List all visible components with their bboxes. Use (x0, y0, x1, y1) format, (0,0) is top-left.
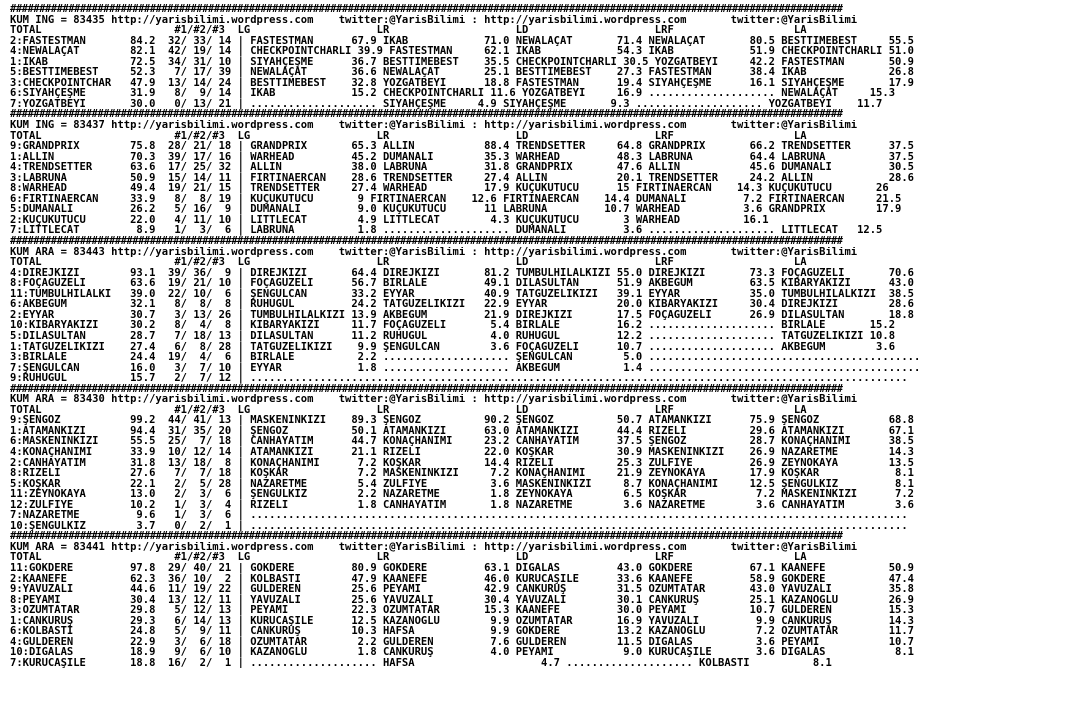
table-row: 11:TUMBULHILALKI 39.0 22/ 10/ 6 | ŞENGÜLCAN 33.2 EYYAR 40.9 TATGÜZELIKIZI 39.1 EYYAR 35.0 TUMBULHILALKIZI 38.5 (10, 288, 914, 300)
table-row: 7:KURUCAŞİLE 18.8 16/ 2/ 1 | .................... HAFSA 4.7 .................... KOLBASTI 8.1 (10, 657, 832, 669)
table-row: 1:ALLIN 70.3 39/ 17/ 16 | WARHEAD 45.2 DUMANALİ 35.3 WARHEAD 48.3 LABRUNA 64.4 LABRUNA 37.5 (10, 151, 914, 163)
column-header: TOTAL #1/#2/#3 LG LR LD LRF LA (10, 25, 807, 36)
column-header: TOTAL #1/#2/#3 LG LR LD LRF LA (10, 130, 807, 142)
race-stats-document (10, 4, 1072, 668)
table-row: 6:AKBEGÜM 32.1 8/ 8/ 8 | RUHUGÜL 24.2 TATGÜZELIKIZI 22.9 EYYAR 20.0 KIBARYAKIZI 30.4 DIREJKIZI 28.6 (10, 299, 914, 310)
separator-line: ############################################################################################################################################### (10, 236, 843, 247)
table-row: 2:KAANEFE 62.3 36/ 10/ 2 | KOLBASTI 47.9 KAANEFE 46.0 KURUCAŞİLE 33.6 KAANEFE 58.9 GÖKDERE 47.4 (10, 573, 914, 585)
table-row: 12:ZÜLFİYE 10.2 1/ 3/ 4 | RİZELİ 1.8 CANHAYATIM 1.8 NAZARETME 3.6 NAZARETME 3.6 CANHAYATIM 3.6 (10, 499, 914, 511)
table-row: 6:FIRTINAERCAN 33.9 8/ 8/ 19 | KÜÇÜKÜTÜCÜ 9 FIRTINAERCAN 12.6 FIRTINAERCAN 14.4 DUMANALİ 7.2 FIRTINAERCAN 21.5 (10, 193, 902, 205)
table-row: 2:FASTESTMAN 84.2 32/ 33/ 14 | FASTESTMAN 67.9 İKAB 71.0 NEWALAÇAT 71.4 NEWALAÇAT 80.5 BESTTIMEBEST 55.5 (10, 35, 914, 47)
table-row: 6:KOLBASTI 24.8 5/ 9/ 11 | CANKURUŞ 10.3 HAFSA 9.9 GÖKDERE 13.2 KAZANOĞLU 7.2 ÖZÜMTATAR 11.7 (10, 626, 914, 637)
table-row: 7:ŞENGÜLCAN 16.0 3/ 7/ 10 | EYYAR 1.8 .................... AKBEGÜM 1.4 ........................................... (10, 362, 921, 374)
table-row: 4:KONAÇHANIMI 33.9 10/ 12/ 14 | ATAMANKIZI 21.1 RİZELİ 22.0 KOŞKAR 30.9 MASKENINKIZI 26.9 NAZARETME 14.3 (10, 446, 914, 458)
table-row: 6:SİYAHÇEŞME 31.9 8/ 9/ 14 | İKAB 15.2 CHECKPOINTCHARLI 11.6 YOZGATBEYİ 16.9 .................... NEWALAÇAT 15.3 (10, 88, 896, 99)
column-header: TOTAL #1/#2/#3 LG LR LD LRF LA (10, 404, 807, 416)
column-header: TOTAL #1/#2/#3 LG LR LD LRF LA (10, 552, 807, 563)
separator-line: ############################################################################################################################################### (10, 109, 843, 121)
table-row: 3:CHECKPOINTCHAR 47.9 13/ 14/ 24 | BESTTIMEBEST 32.8 YOZGATBEYİ 18.8 FASTESTMAN 19.4 SİYAHÇEŞME 16.1 SİYAHÇEŞME 17.9 (10, 77, 914, 89)
table-row: 9:YAVUZALİ 44.6 11/ 19/ 22 | GÜLDEREN 25.6 PEYAMİ 42.9 CANKURUŞ 31.5 ÖZÜMTATAR 43.0 YAVUZALİ 35.8 (10, 584, 914, 595)
table-row: 10:ŞENGÜLKIZ 3.7 0/ 2/ 1 | ........................................................................................................ (10, 520, 908, 532)
table-row: 7:NAZARETME 9.6 1/ 3/ 6 | ........................................................................................................ (10, 510, 908, 521)
table-row: 2:CANHAYATIM 31.8 13/ 18/ 8 | KONAÇHANIMI 7.2 KOŞKAR 14.4 RİZELİ 25.3 ZÜLFİYE 26.9 ZEYNOKAYA 13.5 (10, 457, 914, 469)
table-row: 9:RUHUGÜL 15.7 2/ 7/ 12 | ........................................................................................................ (10, 373, 908, 384)
table-row: 1:TATGÜZELIKIZI 27.4 6/ 8/ 28 | TATGÜZELIKIZI 9.9 ŞENGÜLCAN 3.6 FOÇAGÜZELİ 10.7 .................... AKBEGÜM 3.6 (10, 341, 896, 353)
table-row: 1:CANKURUŞ 29.3 6/ 14/ 13 | KURUCAŞİLE 12.5 KAZANOĞLU 9.9 ÖZÜMTATAR 16.9 YAVUZALİ 9.9 CANKURUŞ 14.3 (10, 615, 914, 627)
table-row: 8:WARHEAD 49.4 19/ 21/ 15 | TRENDSETTER 27.4 WARHEAD 17.9 KÜÇÜKÜTÜCÜ 15 FIRTINAERCAN 14.3 KÜÇÜKÜTÜCÜ 26 (10, 183, 889, 194)
separator-line: ############################################################################################################################################### (10, 383, 843, 395)
table-row: 1:İKAB 72.5 34/ 31/ 10 | SİYAHÇEŞME 36.7 BESTTIMEBEST 35.5 CHECKPOINTCHARLI 30.5 YOZGATBEYİ 42.2 FASTESTMAN 50.9 (10, 56, 914, 68)
table-row: 5:BESTTIMEBEST 52.3 7/ 17/ 39 | NEWALAÇAT 36.6 NEWALAÇAT 25.1 BESTTIMEBEST 27.3 FASTESTMAN 38.4 İKAB 26.8 (10, 67, 914, 78)
race-header: KUM ARA = 83443 http://yarisbilimi.wordpress.com twitter:@YarisBilimi : http://yarisbilimi.wordpress.com twitter:@YarisBilimi (10, 246, 858, 258)
table-row: 4:GÜLDEREN 22.9 3/ 6/ 18 | ÖZÜMTATAR 2.2 GÜLDEREN 7.6 GÜLDEREN 11.5 DIGALAS 3.6 PEYAMİ 10.7 (10, 636, 914, 648)
table-row: 1:ATAMANKIZI 94.4 31/ 35/ 20 | ŞENGÖZ 50.1 ATAMANKIZI 63.0 ATAMANKIZI 44.4 RİZELİ 29.6 ATAMANKIZI 67.1 (10, 425, 914, 437)
table-row: 8:PEYAMİ 30.4 13/ 12/ 11 | YAVUZALİ 25.6 YAVUZALİ 30.4 YAVUZALİ 30.1 CANKURUŞ 25.1 KAZANOĞLU 26.9 (10, 594, 914, 606)
table-row: 10:KIBARYAKIZI 30.2 8/ 4/ 8 | KIBARYAKIZI 11.7 FOÇAGÜZELİ 5.4 BIRLALE 16.2 .................... BIRLALE 15.2 (10, 320, 896, 331)
separator-line: ############################################################################################################################################### (10, 531, 843, 542)
table-row: 11:ZEYNOKAYA 13.0 2/ 3/ 6 | ŞENGÜLKIZ 2.2 NAZARETME 1.8 ZEYNOKAYA 6.5 KOŞKAR 7.2 MASKENINKIZI 7.2 (10, 489, 914, 500)
table-row: 8:FOÇAGÜZELİ 63.6 19/ 21/ 10 | FOÇAGÜZELİ 56.7 BIRLALE 49.1 DILASULTAN 51.9 AKBEGÜM 63.5 KIBARYAKIZI 43.0 (10, 278, 914, 289)
table-row: 11:GÖKDERE 97.8 29/ 40/ 21 | GÖKDERE 80.9 GÖKDERE 63.1 DIGALAS 43.0 GÖKDERE 67.1 KAANEFE 50.9 (10, 562, 914, 574)
table-row: 3:BIRLALE 24.4 19/ 4/ 6 | BIRLALE 2.2 .................... ŞENGÜLCAN 5.0 ........................................... (10, 352, 921, 363)
table-row: 3:LABRUNA 50.9 15/ 14/ 11 | FIRTINAERCAN 28.6 TRENDSETTER 27.4 ALLIN 20.1 TRENDSETTER 24.2 ALLIN 28.6 (10, 172, 914, 184)
table-row: 7:LITTLECAT 8.9 1/ 3/ 6 | LABRUNA 1.8 .................... DUMANALİ 3.6 .................... LITTLECAT 12.5 (10, 225, 883, 237)
race-header: KUM ARA = 83441 http://yarisbilimi.wordpress.com twitter:@YarisBilimi : http://yarisbilimi.wordpress.com twitter:@YarisBilimi (10, 541, 858, 553)
race-header: KUM ING = 83437 http://yarisbilimi.wordpress.com twitter:@YarisBilimi : http://yarisbilimi.wordpress.com twitter:@YarisBilimi (10, 120, 858, 131)
table-row: 2:EYYAR 30.7 3/ 13/ 26 | TUMBULHILALKIZI 13.9 AKBEGÜM 21.9 DIREJKIZI 17.5 FOÇAGÜZELİ 26.9 DILASULTAN 18.8 (10, 309, 914, 321)
column-header: TOTAL #1/#2/#3 LG LR LD LRF LA (10, 257, 807, 268)
table-row: 5:DUMANALİ 26.2 5/ 16/ 9 | DUMANALİ 9.0 KÜÇÜKÜTÜCÜ 11 LABRUNA 10.7 WARHEAD 3.6 GRANDPRIX 17.9 (10, 204, 902, 215)
table-row: 4:TRENDSETTER 63.6 17/ 25/ 32 | ALLIN 38.0 LABRUNA 31.8 GRANDPRIX 47.6 ALLIN 45.6 DUMANALİ 30.5 (10, 162, 914, 173)
race-header: KUM ARA = 83430 http://yarisbilimi.wordpress.com twitter:@YarisBilimi : http://yarisbilimi.wordpress.com twitter:@YarisBilimi (10, 394, 858, 405)
table-row: 5:DILASULTAN 28.7 7/ 18/ 13 | DILASULTAN 11.2 RUHUGÜL 4.0 RUHUGÜL 12.2 .................... TATGÜZELIKIZI 10.8 (10, 330, 896, 342)
table-row: 6:MASKENINKIZI 55.5 25/ 7/ 18 | CANHAYATIM 44.7 KONAÇHANIMI 23.2 CANHAYATIM 37.5 ŞENGÖZ 28.7 KONAÇHANIMI 38.5 (10, 436, 914, 447)
table-row: 3:ÖZÜMTATAR 29.8 5/ 12/ 13 | PEYAMİ 22.3 ÖZÜMTATAR 15.3 KAANEFE 30.0 PEYAMİ 10.7 GÜLDEREN 15.3 (10, 605, 914, 616)
table-row: 8:RİZELİ 27.6 7/ 7/ 18 | KOŞKAR 7.2 MASKENINKIZI 7.2 KONAÇHANIMI 21.9 ZEYNOKAYA 17.9 KOŞKAR 8.1 (10, 468, 914, 479)
race-header: KUM ING = 83435 http://yarisbilimi.wordpress.com twitter:@YarisBilimi : http://yarisbilimi.wordpress.com twitter:@YarisBilimi (10, 14, 858, 26)
table-row: 4:DIREJKIZI 93.1 39/ 36/ 9 | DIREJKIZI 64.4 DIREJKIZI 81.2 TUMBULHILALKIZI 55.0 DIREJKIZI 73.3 FOÇAGÜZELİ 70.6 (10, 267, 914, 279)
table-row: 9:ŞENGÖZ 99.2 44/ 41/ 13 | MASKENINKIZI 89.3 ŞENGÖZ 90.2 ŞENGÖZ 50.7 ATAMANKIZI 75.9 ŞENGÖZ 68.8 (10, 415, 914, 426)
table-row: 7:YOZGATBEYİ 30.0 0/ 13/ 21 | .................... SİYAHÇEŞME 4.9 SİYAHÇEŞME 9.3 .................... YOZGATBEYİ 11.7 (10, 98, 883, 110)
table-row: 10:DIGALAS 18.9 9/ 6/ 10 | KAZANOĞLU 1.8 CANKURUŞ 4.0 PEYAMİ 9.0 KURUCAŞİLE 3.6 DIGALAS 8.1 (10, 647, 914, 658)
table-row: 5:KOŞKAR 22.1 2/ 5/ 28 | NAZARETME 5.4 ZÜLFİYE 3.6 MASKENINKIZI 8.7 KONAÇHANIMI 12.5 ŞENGÜLKIZ 8.1 (10, 478, 914, 490)
table-row: 4:NEWALAÇAT 82.1 42/ 19/ 14 | CHECKPOINTCHARLI 39.9 FASTESTMAN 62.1 İKAB 54.3 İKAB 51.9 CHECKPOINTCHARLI 51.0 (10, 46, 914, 57)
table-row: 2:KÜÇÜKÜTÜCÜ 22.0 4/ 11/ 10 | LITTLECAT 4.9 LITTLECAT 4.3 KÜÇÜKÜTÜCÜ 3 WARHEAD 16.1 (10, 214, 769, 226)
separator-line: ############################################################################################################################################### (10, 4, 843, 15)
table-row: 9:GRANDPRIX 75.8 28/ 21/ 18 | GRANDPRIX 65.3 ALLIN 88.4 TRENDSETTER 64.8 GRANDPRIX 66.2 TRENDSETTER 37.5 (10, 141, 914, 152)
